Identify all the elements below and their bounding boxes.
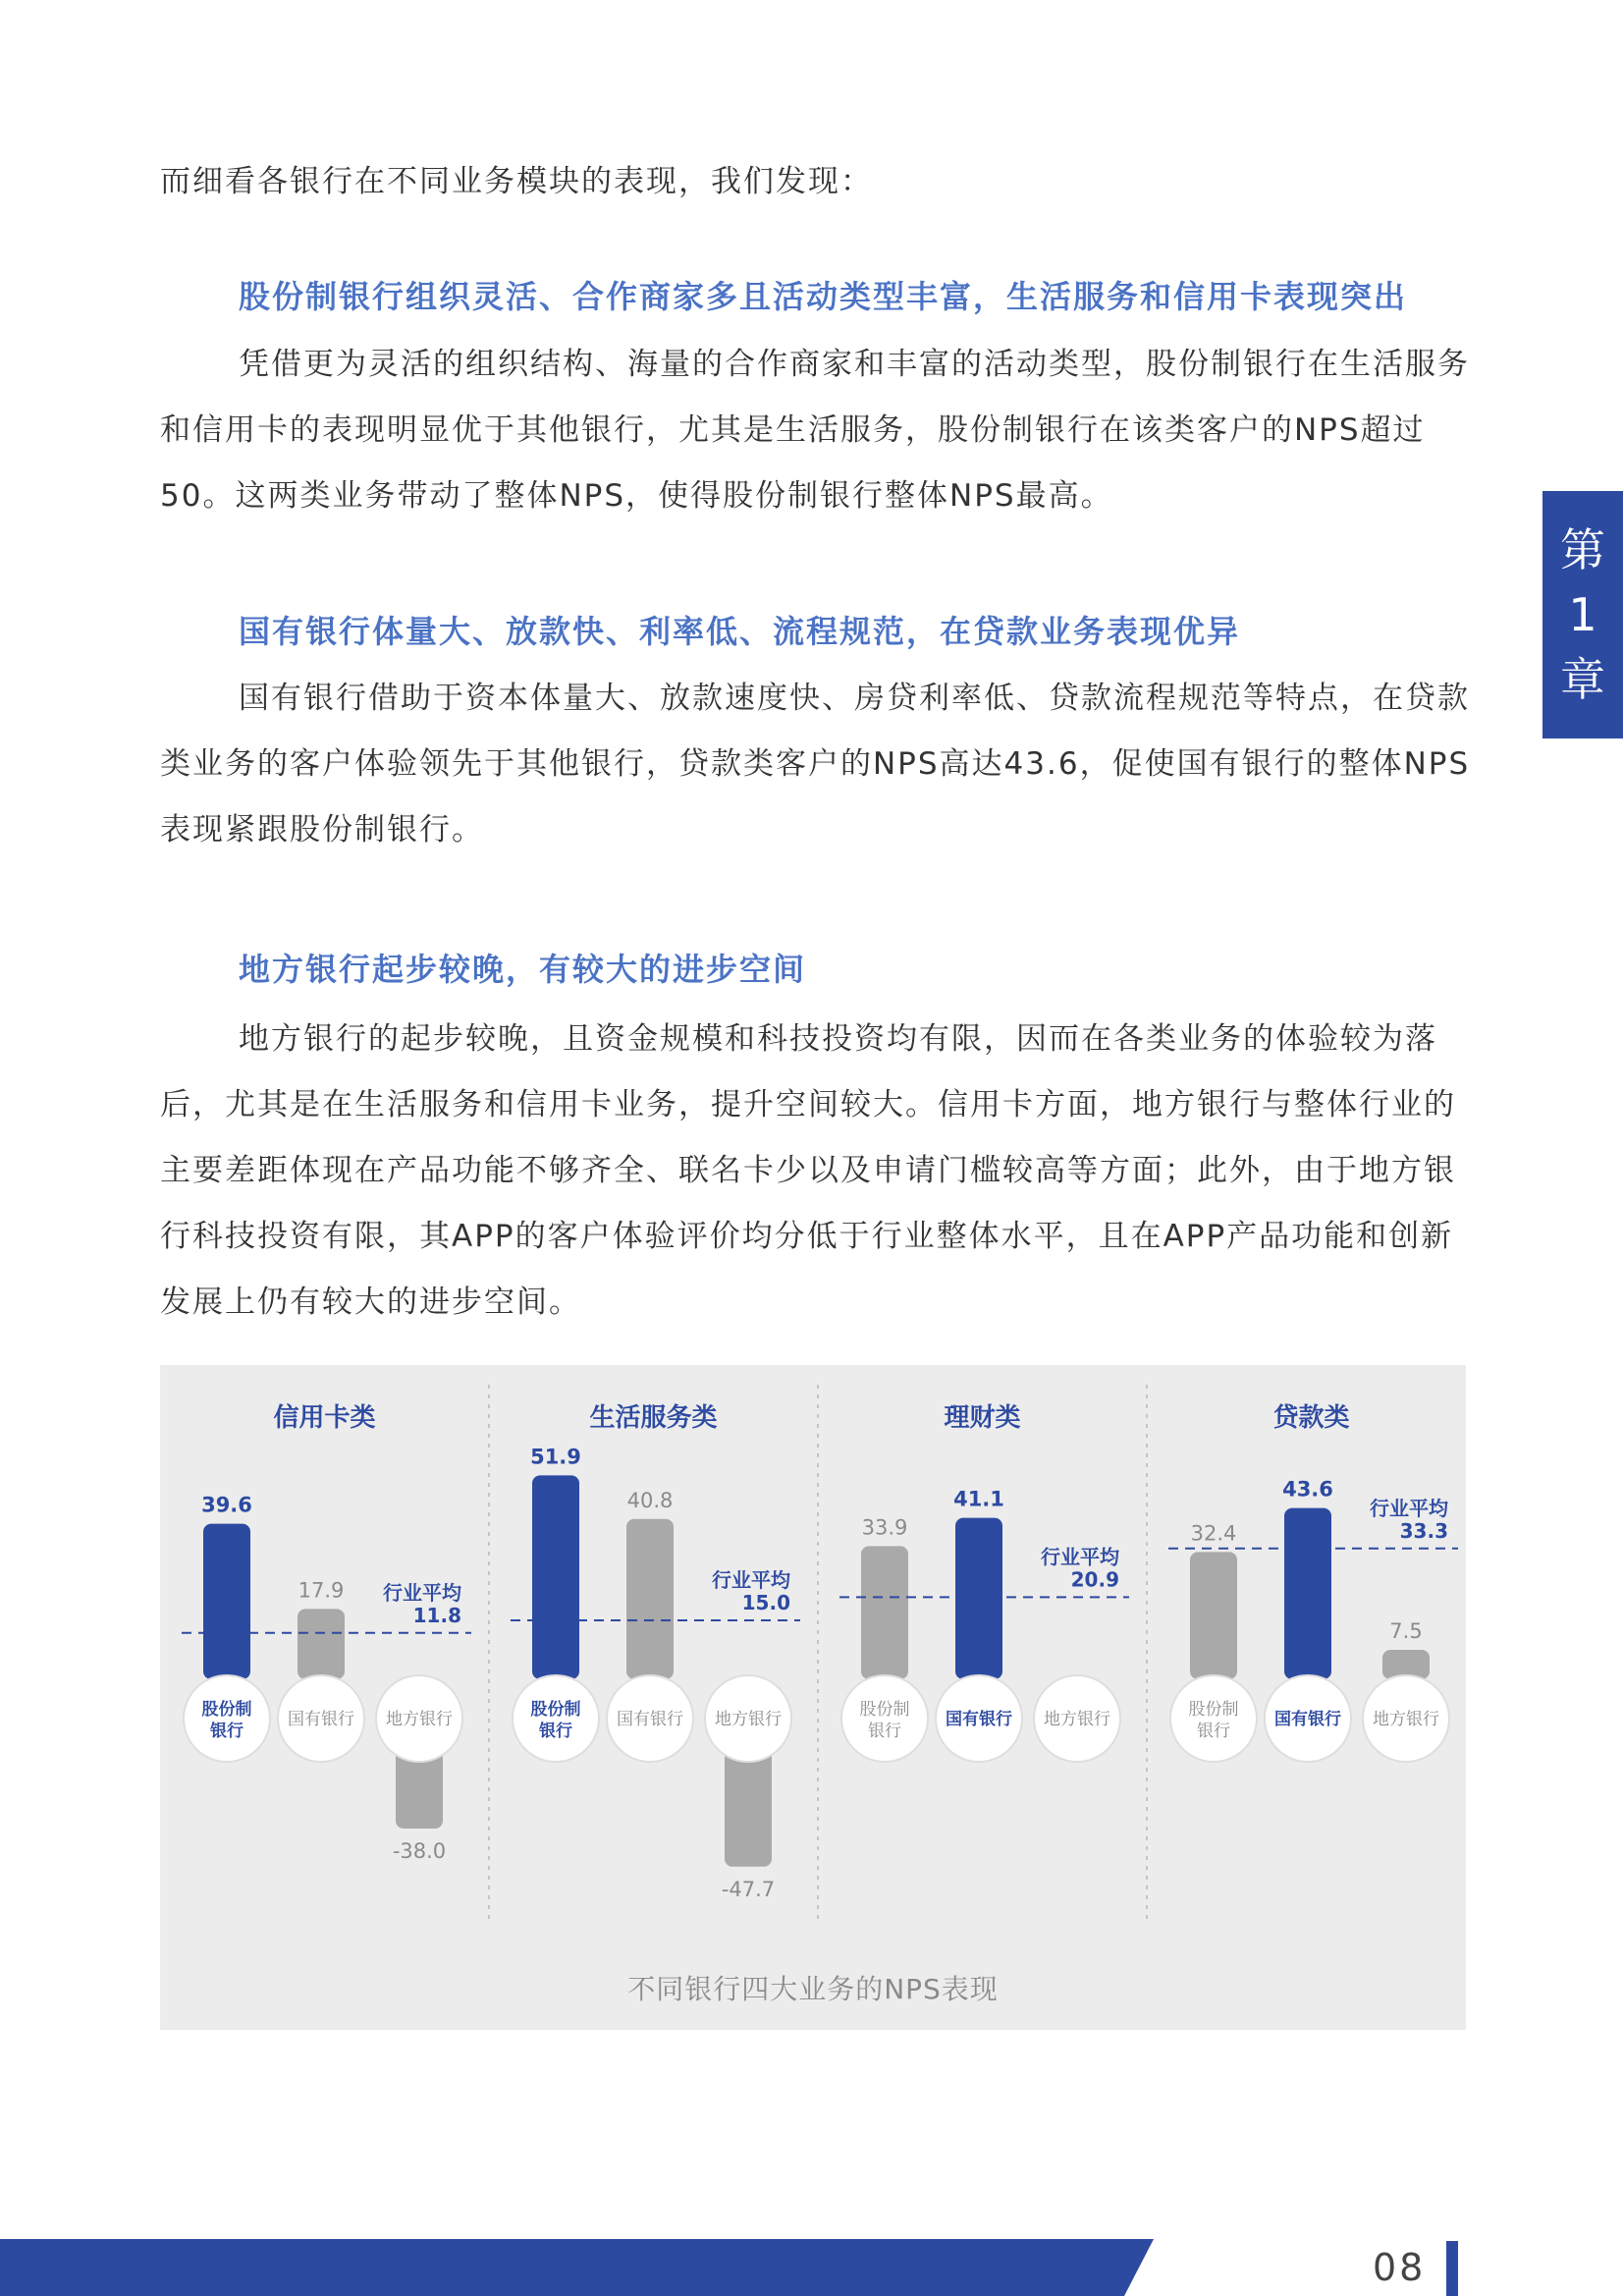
bar-value-label: -38.0: [392, 1839, 447, 1863]
category-label: 地方银行: [1373, 1710, 1439, 1729]
chart-caption: 不同银行四大业务的NPS表现: [627, 1973, 999, 2005]
section-heading-local: 地方银行起步较晚，有较大的进步空间: [239, 951, 807, 988]
section-heading-joint-stock: 股份制银行组织灵活、合作商家多且活动类型丰富，生活服务和信用卡表现突出: [239, 278, 1408, 315]
bar-value-label: 43.6: [1282, 1477, 1333, 1502]
section-body-local: 地方银行的起步较晚，且资金规模和科技投资均有限，因而在各类业务的体验较为落后，尤其是在生活服务和信用卡业务，提升空间较大。信用卡方面，地方银行与整体行业的主要差距体现在产品功能不够齐全、联名卡少以及申请门槛较高等方面；此外，由于地方银行科技投资有限，其APP的客户体验评价均分低于行业整体水平，且在APP产品功能和创新发展上仍有较大的进步空间。: [160, 1021, 1456, 1320]
bar-value-label: 17.9: [298, 1578, 345, 1603]
section-body-joint-stock: 凭借更为灵活的组织结构、海量的合作商家和丰富的活动类型，股份制银行在生活服务和信用卡的表现明显优于其他银行，尤其是生活服务，股份制银行在该类客户的NPS超过50。这两类业务带动了整体NPS，使得股份制银行整体NPS最高。: [160, 347, 1470, 514]
panel-title: 信用卡类: [273, 1403, 376, 1433]
bar: [861, 1546, 908, 1679]
panel-title: 生活服务类: [589, 1403, 718, 1433]
section-body-state-owned: 国有银行借助于资本体量大、放款速度快、房贷利率低、贷款流程规范等特点，在贷款类业务的客户体验领先于其他银行，贷款类客户的NPS高达43.6，促使国有银行的整体NPS表现紧跟股份制银行。: [160, 681, 1471, 847]
industry-average-value: 33.3: [1399, 1518, 1448, 1543]
category-label: 地方银行: [1044, 1710, 1110, 1729]
section-heading-state-owned: 国有银行体量大、放款快、利率低、流程规范，在贷款业务表现优异: [239, 613, 1241, 650]
nps-chart-panel: [160, 1365, 1466, 2030]
bar: [1284, 1508, 1331, 1679]
category-label: 国有银行: [617, 1710, 683, 1729]
industry-average-label: 行业平均: [712, 1568, 790, 1592]
category-label: 股份制: [859, 1700, 910, 1720]
category-label: 股份制: [530, 1700, 581, 1720]
industry-average-label: 行业平均: [1370, 1496, 1448, 1520]
industry-average-value: 20.9: [1070, 1567, 1119, 1592]
bar-value-label: 51.9: [530, 1445, 581, 1469]
category-label: 地方银行: [386, 1710, 453, 1729]
panel-title: 理财类: [944, 1403, 1021, 1433]
bar: [532, 1475, 579, 1679]
industry-average-label: 行业平均: [383, 1580, 461, 1605]
bar: [955, 1518, 1002, 1679]
bar-value-label: 33.9: [861, 1515, 908, 1540]
category-label: 银行: [539, 1722, 572, 1741]
industry-average-value: 15.0: [741, 1591, 790, 1614]
page-number: 08: [1373, 2246, 1427, 2289]
category-label: 地方银行: [715, 1710, 782, 1729]
category-label: 国有银行: [946, 1710, 1012, 1729]
category-label: 银行: [210, 1722, 243, 1741]
category-label: 银行: [1197, 1722, 1230, 1741]
chapter-tab: [1542, 491, 1623, 738]
panel-title: 贷款类: [1272, 1403, 1350, 1433]
bar: [626, 1519, 674, 1679]
chapter-tab-number: 1: [1568, 588, 1597, 641]
bar-value-label: 7.5: [1389, 1619, 1423, 1643]
chapter-tab-char: 第: [1560, 523, 1605, 576]
nps-chart: [160, 1365, 1466, 1954]
chapter-tab-char: 章: [1560, 653, 1605, 706]
industry-average-value: 11.8: [412, 1603, 461, 1627]
page-number-accent: [1446, 2241, 1458, 2296]
bar-value-label: 39.6: [201, 1493, 252, 1517]
category-label: 国有银行: [288, 1710, 354, 1729]
bar-value-label: 32.4: [1190, 1521, 1237, 1546]
bar: [1190, 1552, 1237, 1679]
bar: [203, 1524, 250, 1679]
bar-value-label: 40.8: [626, 1488, 674, 1512]
footer-bar: [0, 2239, 1375, 2296]
category-label: 国有银行: [1274, 1710, 1341, 1729]
category-label: 银行: [868, 1722, 901, 1741]
bar-value-label: -47.7: [721, 1877, 776, 1901]
bar-value-label: 41.1: [953, 1487, 1004, 1511]
intro-text: 而细看各银行在不同业务模块的表现，我们发现：: [160, 164, 873, 199]
industry-average-label: 行业平均: [1041, 1545, 1119, 1569]
category-label: 股份制: [201, 1700, 252, 1720]
bar: [298, 1609, 345, 1679]
category-label: 股份制: [1188, 1700, 1239, 1720]
